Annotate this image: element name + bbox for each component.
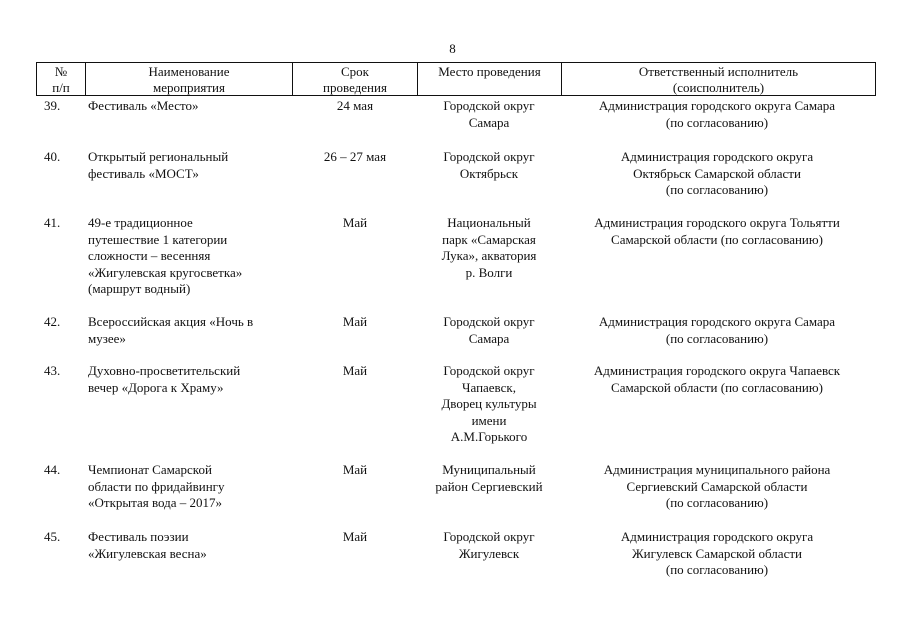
event-responsible: Администрация городского округа Самара (по согласованию): [598, 98, 836, 130]
event-name: Всероссийская акция «Ночь в музее»: [88, 314, 254, 346]
event-name: Духовно-просветительский вечер «Дорога к Храму»: [88, 363, 241, 395]
event-date: 24 мая: [336, 98, 374, 113]
event-date: Май: [342, 462, 368, 477]
page-number: 8: [449, 41, 456, 56]
row-number: 44.: [44, 462, 61, 477]
header-responsible: Ответственный исполнитель (соисполнитель): [638, 64, 799, 95]
row-number: 40.: [44, 149, 61, 164]
event-place: Муниципальный район Сергиевский: [435, 462, 543, 494]
row-number: 39.: [44, 98, 61, 113]
event-date: Май: [342, 363, 368, 378]
event-date: 26 – 27 мая: [323, 149, 387, 164]
event-place: Городской округ Чапаевск, Дворец культуры имени А.М.Горького: [441, 363, 537, 444]
event-responsible: Администрация муниципального района Сергиевский Самарской области (по согласованию): [603, 462, 831, 510]
event-date: Май: [342, 314, 368, 329]
event-place: Городской округ Самара: [443, 314, 535, 346]
event-name: Фестиваль поэзии «Жигулевская весна»: [88, 529, 207, 561]
event-responsible: Администрация городского округа Октябрьск Самарской области (по согласованию): [620, 149, 814, 197]
header-num: № п/п: [52, 64, 70, 95]
row-number: 45.: [44, 529, 61, 544]
event-name: 49-е традиционное путешествие 1 категории сложности – весенняя «Жигулевская кругосветка» (маршрут водный): [88, 215, 243, 296]
event-name: Чемпионат Самарской области по фридайвингу «Открытая вода – 2017»: [88, 462, 225, 510]
event-responsible: Администрация городского округа Чапаевск Самарской области (по согласованию): [593, 363, 841, 395]
event-responsible: Администрация городского округа Тольятти Самарской области (по согласованию): [594, 215, 840, 247]
row-number: 43.: [44, 363, 61, 378]
event-place: Национальный парк «Самарская Лука», акватория р. Волги: [441, 215, 537, 280]
event-place: Городской округ Жигулевск: [443, 529, 535, 561]
event-date: Май: [342, 529, 368, 544]
header-date: Срок проведения: [323, 64, 387, 95]
event-name: Открытый региональный фестиваль «МОСТ»: [88, 149, 229, 181]
table-header: [36, 62, 876, 96]
row-number: 42.: [44, 314, 61, 329]
row-number: 41.: [44, 215, 61, 230]
event-responsible: Администрация городского округа Жигулевск Самарской области (по согласованию): [620, 529, 814, 577]
event-place: Городской округ Октябрьск: [443, 149, 535, 181]
event-place: Городской округ Самара: [443, 98, 535, 130]
event-date: Май: [342, 215, 368, 230]
event-responsible: Администрация городского округа Самара (по согласованию): [598, 314, 836, 346]
event-name: Фестиваль «Место»: [88, 98, 199, 113]
header-place: Место проведения: [438, 64, 541, 79]
header-name: Наименование мероприятия: [148, 64, 230, 95]
